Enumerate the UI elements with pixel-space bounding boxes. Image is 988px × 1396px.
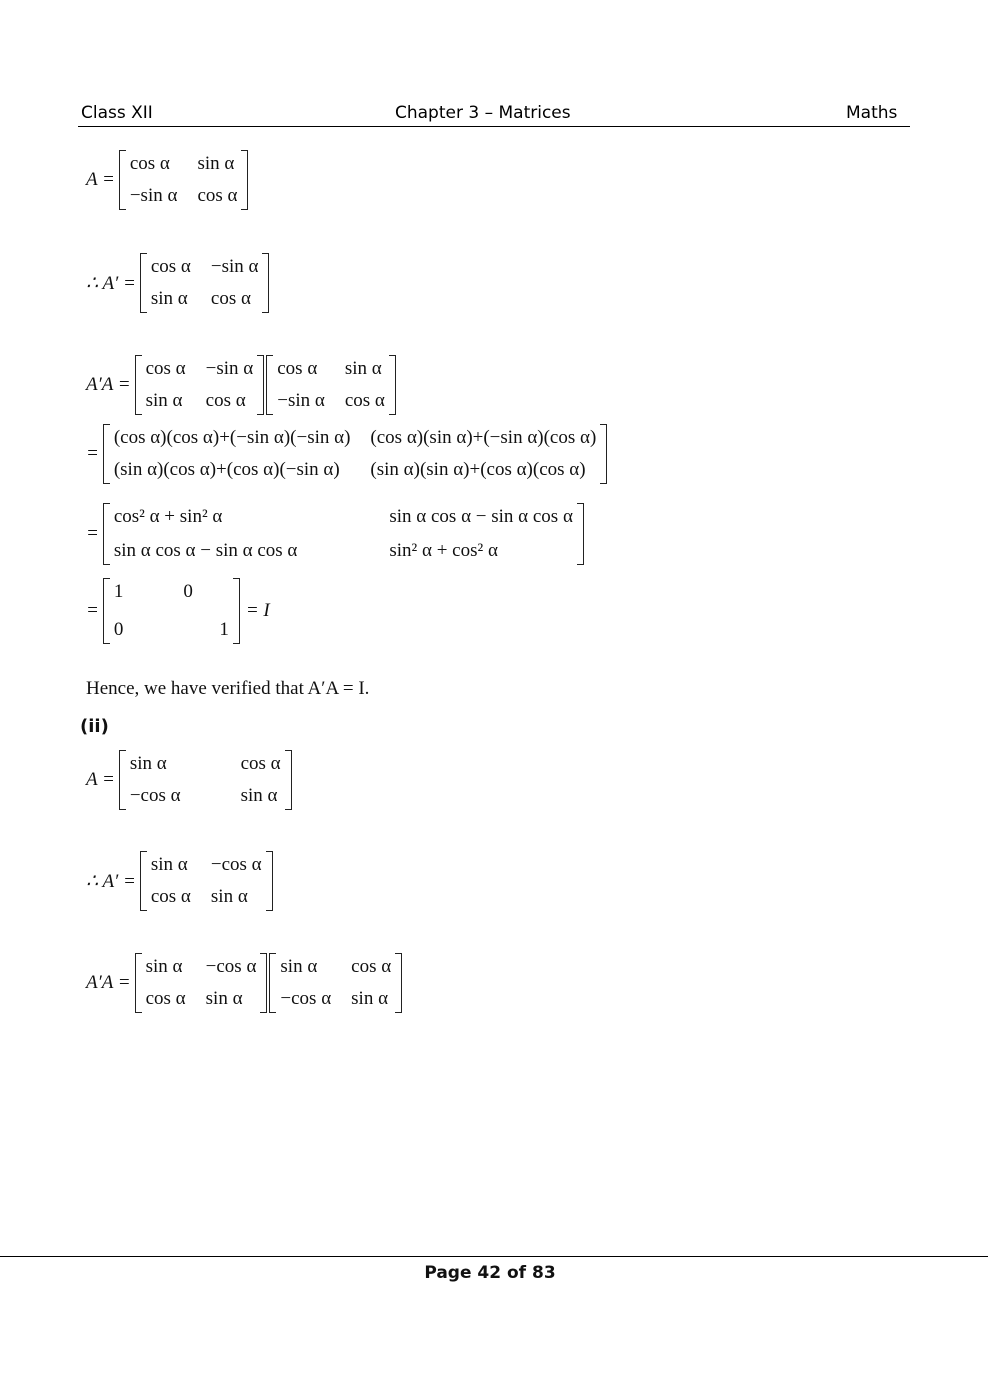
matrix-entry: sin α: [145, 390, 183, 411]
left-bracket: [119, 750, 126, 810]
equation-label: A′A =: [86, 972, 131, 993]
matrix-cells: [147, 253, 263, 313]
matrix-cells: [142, 953, 261, 1013]
matrix-entry: −sin α: [205, 358, 254, 379]
matrix-cells: [276, 953, 395, 1013]
matrix-entry: 1: [219, 619, 229, 640]
matrix-entry: −sin α: [277, 390, 325, 411]
matrix-cells: [126, 150, 242, 210]
right-bracket: [389, 355, 396, 415]
right-bracket: [600, 424, 607, 484]
matrix-entry: −cos α: [129, 785, 181, 806]
left-bracket: [140, 253, 147, 313]
equation-product-ii: [86, 953, 404, 1013]
matrix-cells: [110, 503, 577, 565]
right-bracket: [285, 750, 292, 810]
matrix-entry: cos α: [205, 390, 246, 411]
left-bracket: [103, 578, 110, 644]
equation-label: A′A =: [86, 374, 131, 395]
equation-label: ∴ A′ =: [86, 272, 136, 294]
matrix: [103, 424, 607, 484]
page-number: Page 42 of 83: [424, 1263, 556, 1283]
left-bracket: [103, 503, 110, 565]
left-bracket: [269, 953, 276, 1013]
matrix-entry: cos α: [129, 153, 170, 174]
left-bracket: [135, 953, 142, 1013]
equation-simplified: [86, 503, 586, 565]
matrix-entry: sin α: [240, 785, 278, 806]
left-bracket: [135, 355, 142, 415]
matrix-cells: [110, 578, 233, 644]
matrix-entry: sin α: [129, 753, 167, 774]
equation-label: A =: [86, 769, 115, 790]
equation-identity: [86, 578, 270, 644]
matrix: [119, 150, 249, 210]
matrix: [266, 355, 396, 415]
equation-a-transpose-ii: [86, 851, 275, 911]
matrix-entry: 0: [183, 581, 193, 602]
header-class: Class XII: [81, 103, 153, 123]
matrix-entry: −sin α: [210, 256, 259, 277]
matrix-entry: (cos α)(sin α)+(−sin α)(cos α): [370, 427, 597, 448]
matrix-entry: cos α: [277, 358, 318, 379]
equation-expanded: [86, 424, 609, 484]
matrix-entry: sin α: [205, 988, 243, 1009]
right-bracket: [257, 355, 264, 415]
matrix-entry: 0: [113, 619, 124, 640]
matrix-entry: sin α: [150, 288, 188, 309]
matrix-entry: sin α: [197, 153, 235, 174]
matrix-entry: (sin α)(cos α)+(cos α)(−sin α): [113, 459, 340, 480]
equation-label: =: [86, 523, 99, 544]
matrix-entry: 1: [113, 581, 124, 602]
matrix-entry: cos α: [145, 988, 186, 1009]
matrix-entry: sin α: [280, 956, 318, 977]
matrix-entry: (cos α)(cos α)+(−sin α)(−sin α): [113, 427, 351, 448]
matrix-entry: sin² α + cos² α: [389, 540, 498, 561]
right-bracket: [241, 150, 248, 210]
matrix: [103, 578, 240, 644]
matrix-entry: (sin α)(sin α)+(cos α)(cos α): [370, 459, 586, 480]
matrix-entry: cos α: [344, 390, 385, 411]
right-bracket: [266, 851, 273, 911]
matrix-entry: sin α: [351, 988, 389, 1009]
equation-a: [86, 150, 250, 210]
matrix-cells: [142, 355, 258, 415]
matrix: [135, 355, 265, 415]
matrix-entry: sin α: [344, 358, 382, 379]
matrix: [140, 253, 270, 313]
matrix-entry: cos α: [210, 288, 251, 309]
right-bracket: [577, 503, 584, 565]
equation-label: A =: [86, 169, 115, 190]
equation-a-ii: [86, 750, 294, 810]
matrix: [135, 953, 268, 1013]
matrix-entry: −cos α: [205, 956, 257, 977]
equation-product: [86, 355, 398, 415]
right-bracket: [262, 253, 269, 313]
equation-label: =: [86, 443, 99, 464]
matrix: [269, 953, 402, 1013]
right-bracket: [395, 953, 402, 1013]
matrix-cells: [147, 851, 266, 911]
matrix-entry: −sin α: [129, 185, 178, 206]
right-bracket: [233, 578, 240, 644]
matrix-entry: sin α: [145, 956, 183, 977]
subpart-label: (ii): [80, 716, 109, 737]
footer-divider: [0, 1256, 988, 1257]
matrix-cells: [273, 355, 389, 415]
matrix-entry: sin α: [150, 854, 188, 875]
matrix-entry: cos α: [240, 753, 281, 774]
matrix: [103, 503, 584, 565]
left-bracket: [140, 851, 147, 911]
matrix-entry: cos α: [197, 185, 238, 206]
matrix-entry: cos α: [145, 358, 186, 379]
header-subject: Maths: [846, 103, 898, 123]
matrix-entry: sin α cos α − sin α cos α: [389, 506, 573, 527]
left-bracket: [266, 355, 273, 415]
matrix-entry: −cos α: [210, 854, 262, 875]
equation-suffix: = I: [245, 600, 270, 621]
matrix-entry: cos α: [351, 956, 392, 977]
left-bracket: [103, 424, 110, 484]
matrix: [140, 851, 273, 911]
right-bracket: [260, 953, 267, 1013]
equation-a-transpose: [86, 253, 271, 313]
header-chapter: Chapter 3 – Matrices: [395, 103, 571, 123]
matrix-cells: [110, 424, 600, 484]
matrix-entry: cos α: [150, 256, 191, 277]
matrix: [119, 750, 292, 810]
matrix-entry: cos α: [150, 886, 191, 907]
conclusion-text: Hence, we have verified that A′A = I.: [86, 678, 370, 699]
matrix-cells: [126, 750, 285, 810]
header-divider: [78, 126, 910, 127]
equation-label: ∴ A′ =: [86, 870, 136, 892]
matrix-entry: −cos α: [280, 988, 332, 1009]
matrix-entry: cos² α + sin² α: [113, 506, 223, 527]
equation-label: =: [86, 600, 99, 621]
left-bracket: [119, 150, 126, 210]
matrix-entry: sin α cos α − sin α cos α: [113, 540, 298, 561]
matrix-entry: sin α: [210, 886, 248, 907]
